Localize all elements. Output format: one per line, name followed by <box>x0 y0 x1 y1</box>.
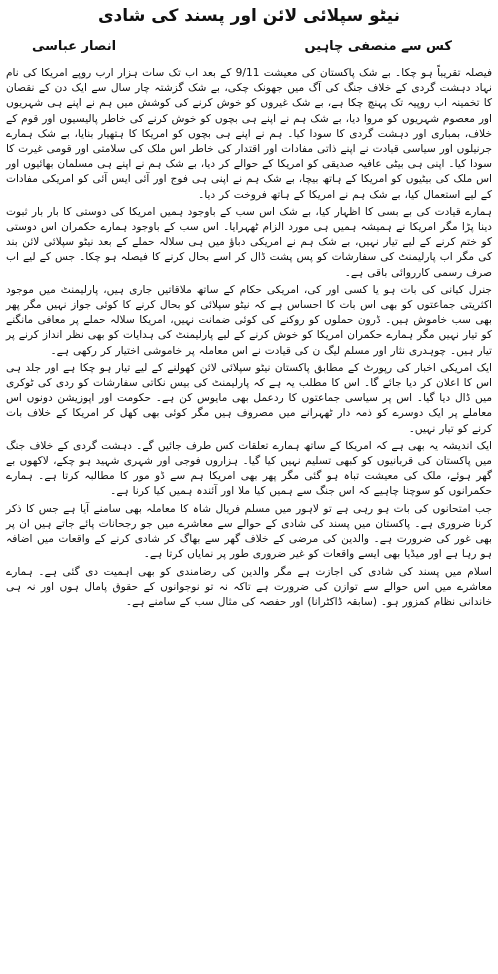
article-paragraph: اسلام میں پسند کی شادی کی اجازت ہے مگر والدین کی رضامندی کو بھی اہمیت دی گئی ہے۔ ہمارے معاشرے میں اس حوالے سے توازن کی ضرورت ہے تاکہ نہ تو نوجوانوں کے حقوق پامال ہوں اور نہ ہی خاندانی نظام کمزور ہو۔ (سابقہ ڈاکٹرانا) اور حفصہ کی مثال سب کے سامنے ہے۔ <box>6 565 492 608</box>
article-tagline: کس سے منصفی چاہیں <box>304 38 452 54</box>
article-paragraph: ہمارے قیادت کی بے بسی کا اظہار کیا، بے شک اس سب کے باوجود ہمیں امریکا کی دوستی کا بار بار ثبوت دینا پڑا مگر امریکا نے ہمیشہ ہمیں ہی مورد الزام ٹھہرایا۔ اس سب کے باوجود ہمارے حکمران اس دوستی کو ختم کرنے کے لیے تیار نہیں، بے شک ہم نے امریکی دباؤ میں ہی سلالہ حملے کے بعد نیٹو سپلائی لائن بند کی مگر اب پارلیمنٹ کی سفارشات کو پس پشت ڈال کر اسے بحال کرنے کا فیصلہ ہو چکا۔ جس کے لیے اب صرف رسمی کارروائی باقی ہے۔ <box>6 205 492 279</box>
article-paragraph: ایک امریکی اخبار کی رپورٹ کے مطابق پاکستان نیٹو سپلائی لائن کھولنے کے لیے تیار ہو چکا ہے اور جلد ہی اس کا اعلان کر دیا جائے گا۔ اس کا مطلب یہ ہے کہ پارلیمنٹ کی بیس نکاتی سفارشات کو ردی کی ٹوکری میں ڈال دیا گیا۔ اس پر سیاسی جماعتوں کا ردعمل بھی مایوس کن ہے۔ حکومت اور اپوزیشن دونوں اس معاملے پر ایک دوسرے کو ذمہ دار ٹھہرانے میں مصروف ہیں مگر کوئی بھی کھل کر امریکا کے خلاف بات کرنے کو تیار نہیں۔ <box>6 361 492 435</box>
article-paragraph: جب امتحانوں کی بات ہو رہی ہے تو لاہور میں مسلم فریال شاہ کا معاملہ بھی سامنے آیا ہے جس کا ذکر کرنا ضروری ہے۔ پاکستان میں پسند کی شادی کے حوالے سے معاشرے میں جو رجحانات پائے جاتے ہیں ان پر بھی غور کی ضرورت ہے۔ والدین کی مرضی کے خلاف گھر سے بھاگ کر شادی کرنے کے واقعات میں اضافہ ہو رہا ہے اور میڈیا بھی ایسے واقعات کو غیر ضروری طور پر نمایاں کرتا ہے۔ <box>6 502 492 561</box>
article-paragraph: ایک اندیشہ یہ بھی ہے کہ امریکا کے ساتھ ہمارے تعلقات کس طرف جائیں گے۔ دہشت گردی کے خلاف جنگ میں پاکستان کی قربانیوں کو کبھی تسلیم نہیں کیا گیا۔ ہزاروں فوجی اور شہری شہید ہو چکے، لاکھوں بے گھر ہوئے، ملک کی معیشت تباہ ہو گئی مگر پھر بھی امریکا ہم سے ڈو مور کا مطالبہ کرتا ہے۔ ہمارے حکمرانوں کو سوچنا چاہیے کہ اس جنگ سے ہمیں کیا ملا اور آئندہ ہمیں کیا کرنا ہے۔ <box>6 439 492 498</box>
article-headline: نیٹو سپلائی لائن اور پسند کی شادی <box>97 6 401 26</box>
article-paragraph: فیصلہ تقریباً ہو چکا۔ بے شک پاکستان کی معیشت 9/11 کے بعد اب تک سات ہزار ارب روپے امریکا کی نام نہاد دہشت گردی کے خلاف جنگ کی آگ میں جھونک چکی، بے شک گزشتہ چار سال سے ایک دن کے نقصان کا تخمینہ اب روپیہ تک پہنچ چکا ہے، بے شک غیروں کو خوش کرنے کی کوشش میں ہم نے اپنے ہی شہریوں اور معصوم شہریوں کو مروا دیا، بے شک ہم نے اپنے ہی بچوں کو خوش کرنے کی خاطر پالیسیوں اور قوم کے خلاف، بمباری اور دہشت گردی کا سودا کیا۔ ہم نے اپنے ہی بچوں کو امریکا کا ہتھیار بنایا، بے شک ہمارے جرنیلوں اور سیاسی قیادت نے اپنے ذاتی مفادات اور اقتدار کی خاطر اس ملک کی سلامتی اور قومی غیرت کا سودا کیا۔ اپنی ہی بیٹی عافیہ صدیقی کو امریکا کے حوالے کر دیا، بے شک ہم نے اپنے ہی مسلمان بھائیوں اور اس ملک کی بیٹیوں کو امریکا کے ہاتھ بیچا، بے شک ہم نے اپنی ہی فوج اور آئی ایس آئی کو امریکی مفادات کے لیے استعمال کیا، بے شک ہم نے امریکا کے ہاتھ فروخت کر دیا۔ <box>6 67 493 201</box>
article-author: انصار عباسی <box>32 38 117 54</box>
article-byline-row <box>6 32 492 60</box>
article-paragraph: جنرل کیانی کی بات ہو یا کسی اور کی، امریکی حکام کے ساتھ ملاقاتیں جاری ہیں، پارلیمنٹ میں موجود اکثریتی جماعتوں کو بھی اس بات کا احساس ہے کہ نیٹو سپلائی کو بحال کرنے کا کوئی جواز نہیں مگر پھر بھی سب خاموش ہیں۔ ڈرون حملوں کو روکنے کی کوئی ضمانت نہیں، امریکا سلالہ حملے پر معافی مانگنے کو تیار نہیں مگر ہمارے حکمران امریکا کو خوش کرنے کے لیے پارلیمنٹ کی ہدایات کو بھی نظر انداز کرنے پر تیار ہیں۔ چوہدری نثار اور مسلم لیگ ن کی قیادت نے اس معاملہ پر خاموشی اختیار کر رکھی ہے۔ <box>6 283 492 357</box>
article-body <box>6 66 492 610</box>
